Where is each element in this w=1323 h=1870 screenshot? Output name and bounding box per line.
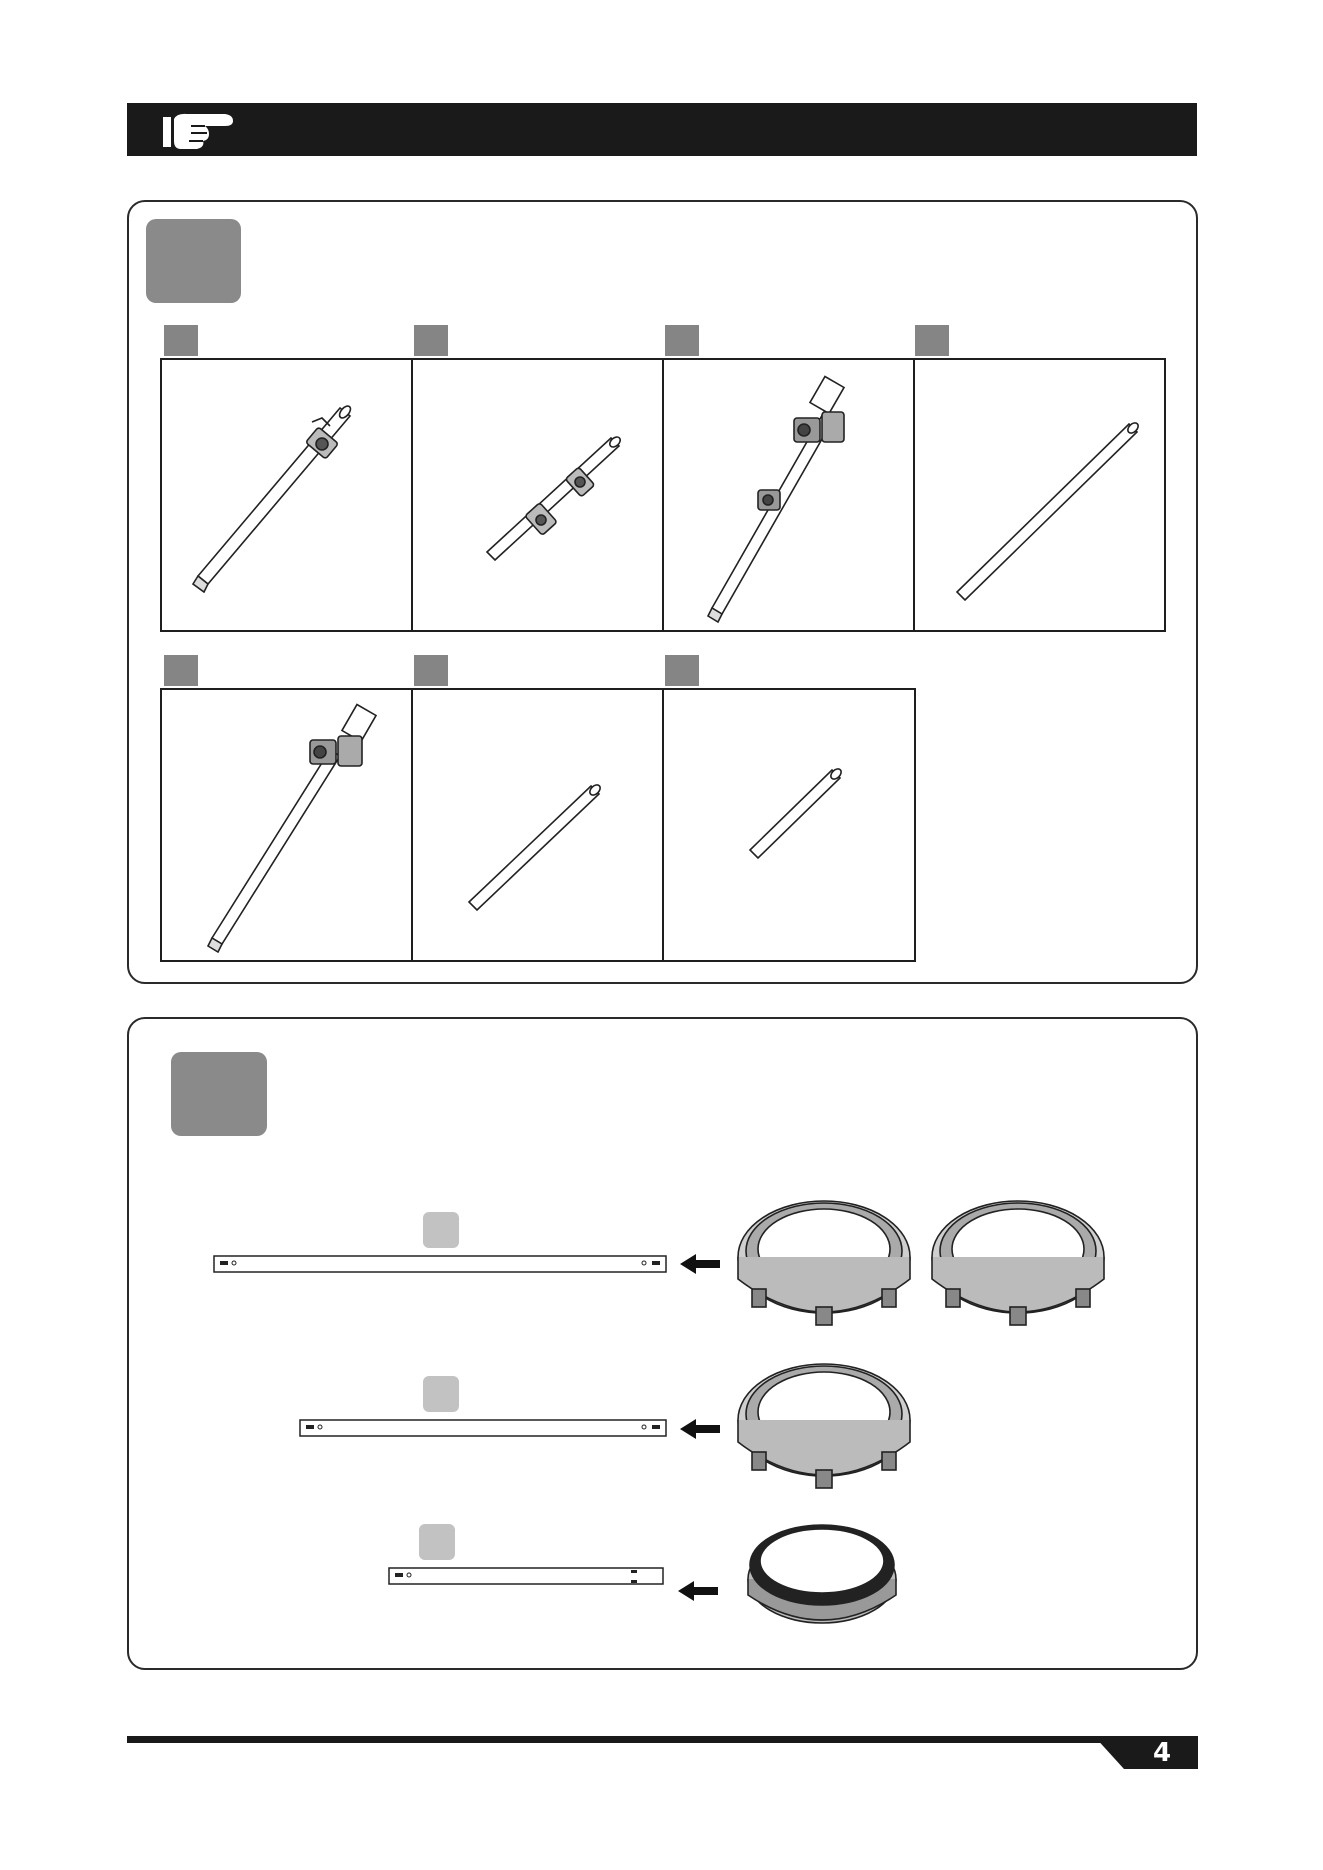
pointing-hand-icon: [157, 107, 241, 153]
part-tag-1: [164, 325, 198, 356]
rail-tag-1: [423, 1212, 459, 1248]
part-tag-7: [665, 655, 699, 686]
part-box-1: [160, 358, 413, 632]
part-tag-2: [414, 325, 448, 356]
arrow-left-icon: [680, 1252, 722, 1276]
header-bar: [127, 103, 1197, 156]
step-badge-2: [171, 1052, 267, 1136]
tube-with-cross-clamp-icon: [162, 690, 415, 964]
tube-with-clamp-icon: [162, 360, 415, 634]
part-box-6: [411, 688, 665, 962]
page-number: 4: [1152, 1738, 1172, 1768]
short-tube-icon: [664, 690, 918, 964]
long-mounting-rail-icon: [212, 1252, 670, 1276]
step-badge-1: [146, 219, 241, 303]
part-box-2: [411, 358, 665, 632]
rail-tag-3: [419, 1524, 455, 1560]
arrow-left-icon: [678, 1579, 720, 1603]
tube-with-two-clamps-icon: [413, 360, 667, 634]
drum-pad-icon: [732, 1195, 916, 1330]
short-mounting-rail-icon: [387, 1564, 667, 1588]
tube-with-cross-clamps-icon: [664, 360, 918, 634]
cymbal-pad-icon: [744, 1521, 900, 1633]
footer-line: [127, 1736, 1198, 1743]
part-box-4: [913, 358, 1166, 632]
long-tube-icon: [915, 360, 1168, 634]
part-box-5: [160, 688, 413, 962]
drum-pad-icon: [732, 1358, 916, 1493]
part-box-7: [662, 688, 916, 962]
medium-mounting-rail-icon: [298, 1416, 670, 1440]
part-tag-4: [915, 325, 949, 356]
arrow-left-icon: [680, 1417, 722, 1441]
rail-tag-2: [423, 1376, 459, 1412]
part-box-3: [662, 358, 916, 632]
part-tag-6: [414, 655, 448, 686]
drum-pad-icon: [926, 1195, 1110, 1330]
medium-tube-icon: [413, 690, 667, 964]
part-tag-3: [665, 325, 699, 356]
part-tag-5: [164, 655, 198, 686]
